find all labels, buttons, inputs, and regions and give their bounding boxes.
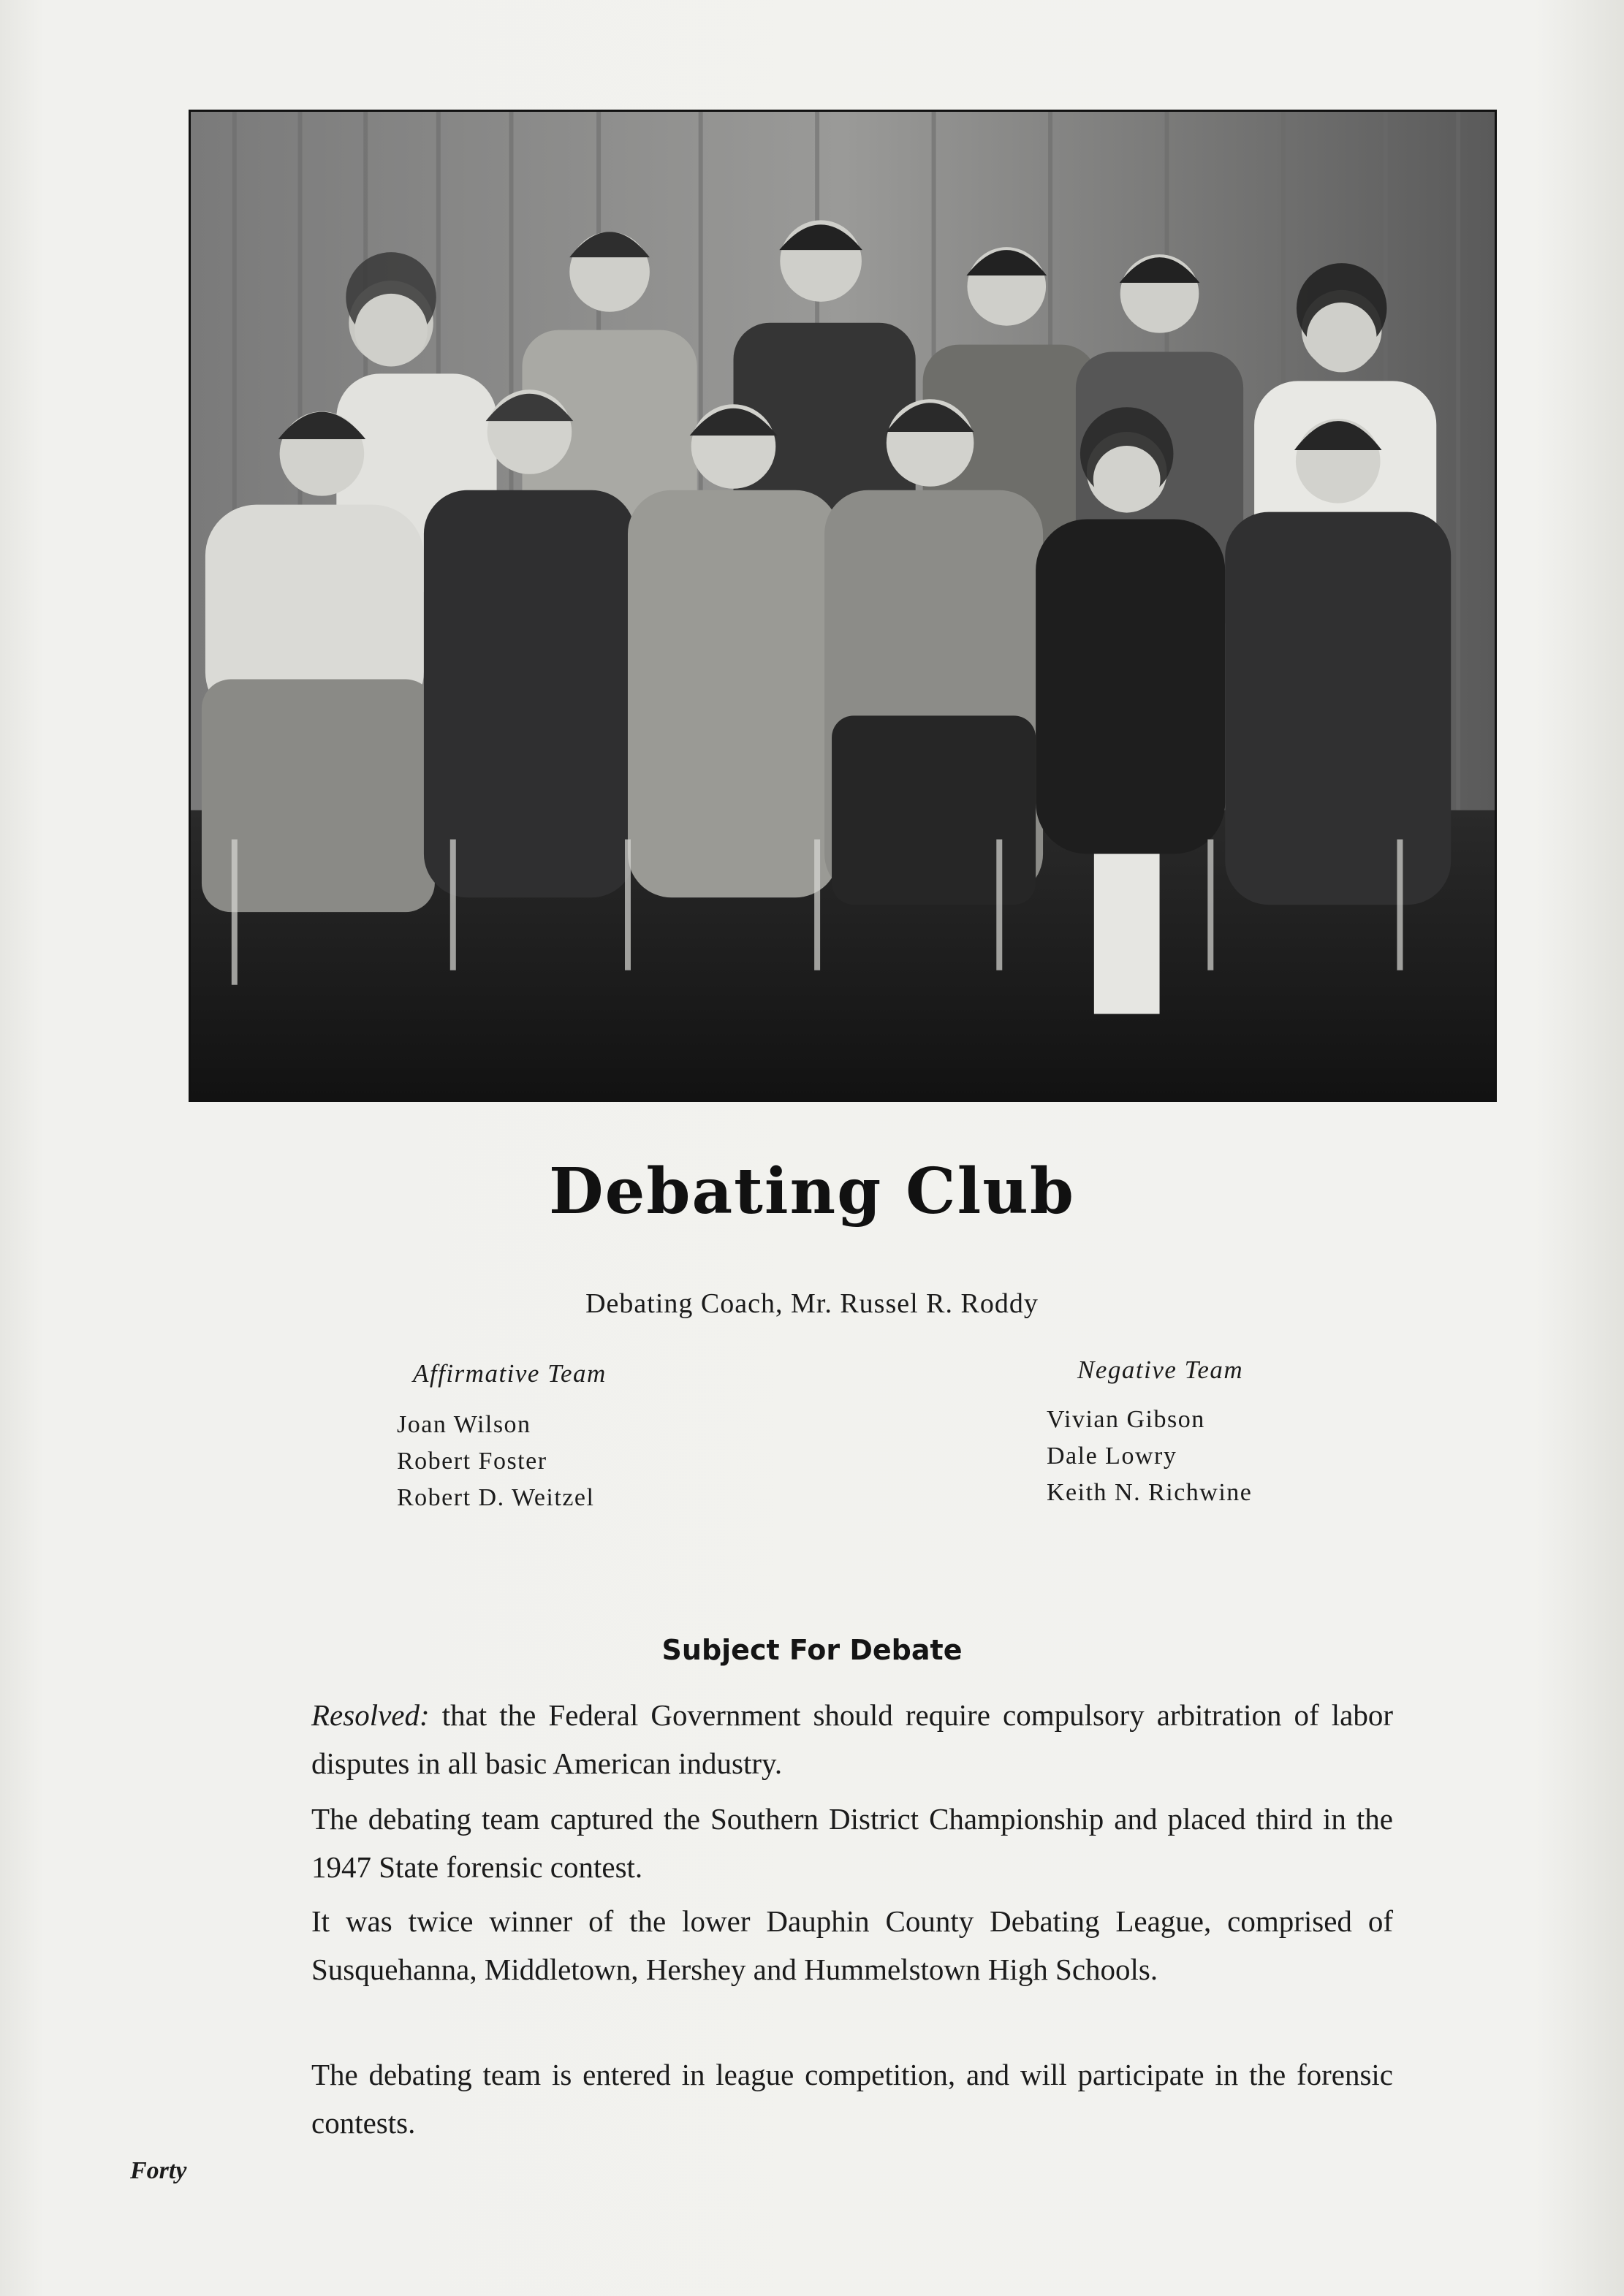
coach-line: Debating Coach, Mr. Russel R. Roddy — [585, 1288, 1039, 1319]
resolution-paragraph — [311, 1691, 1393, 1787]
page-title: Debating Club — [549, 1155, 1075, 1228]
list-item: Robert Foster — [397, 1448, 547, 1475]
list-item: Keith N. Richwine — [1047, 1479, 1253, 1506]
negative-team-heading: Negative Team — [1077, 1356, 1244, 1384]
body-paragraph: The debating team captured the Southern District Championship and placed third in the 1947 State forensic contest. — [311, 1802, 1393, 1884]
body-paragraph: It was twice winner of the lower Dauphin County Debating League, comprised of Susquehanna, Middletown, Hershey and Hummelstown High Schools. — [311, 1904, 1393, 1986]
list-item: Vivian Gibson — [1047, 1406, 1205, 1433]
list-item: Joan Wilson — [397, 1411, 531, 1438]
affirmative-team-list — [397, 1407, 594, 1516]
list-item: Robert D. Weitzel — [397, 1484, 595, 1511]
page-number: Forty — [130, 2157, 187, 2184]
group-photo — [189, 110, 1497, 1102]
negative-team-list — [1047, 1402, 1252, 1511]
body-paragraph: The debating team is entered in league competition, and will participate in the forensic contests. — [311, 2058, 1393, 2140]
resolution-lead: Resolved: — [311, 1698, 430, 1732]
subject-heading: Subject For Debate — [661, 1634, 963, 1666]
affirmative-team-heading: Affirmative Team — [413, 1359, 607, 1388]
list-item: Dale Lowry — [1047, 1442, 1177, 1470]
group-photo-illustration — [191, 112, 1495, 1100]
resolution-text: that the Federal Government should require compulsory arbitration of labor disputes in all basic American industry. — [311, 1698, 1393, 1780]
